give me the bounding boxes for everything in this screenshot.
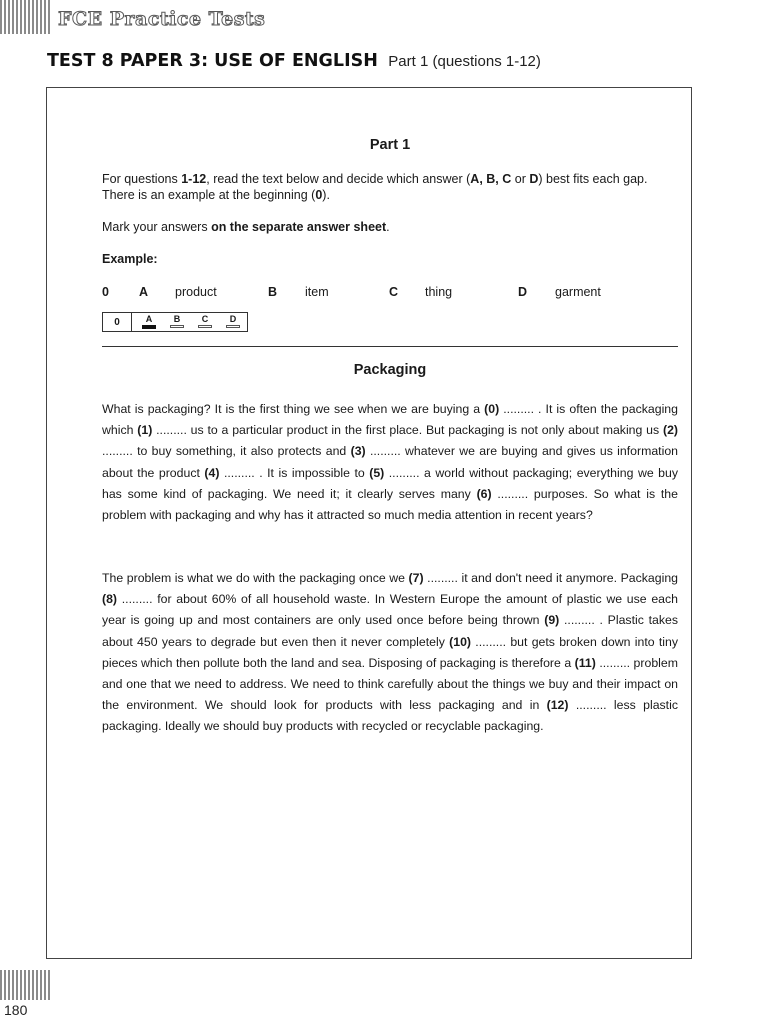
text-paragraph-2: The problem is what we do with the packaging once we (7) ......... it and don't need it anymore. Packaging (8) ......... for about 60% of all household waste. In Western Europe the amount of plastic we use each year is going up and most containers are only used once before being thrown (9) ......... . Plastic takes about 450 years to degrade but even then it never completely (10) ......... but gets broken down into tiny pieces which then pollute both the land and sea. Disposing of packaging is therefore a (11) ......... problem and one that we need to address. We need to think carefully about the things we buy and their impact on the environment. We should look for products with less packaging and in (12) ......... less plastic packaging. Ideally we should buy products with recycled or recyclable packaging. [102, 571, 679, 734]
test-title: TEST 8 PAPER 3: USE OF ENGLISH [47, 51, 378, 71]
page-number: 180 [4, 1002, 28, 1018]
answer-bubble-c [198, 325, 212, 328]
instruction-options: A, B, C [470, 172, 512, 186]
example-answer-box [102, 312, 248, 332]
instruction-text: ) best fits each gap. There is an example at the beginning ( [102, 172, 648, 202]
mark-instruction [102, 219, 678, 235]
example-option-c-word: thing [425, 285, 453, 299]
gap-number: (6) [476, 486, 492, 501]
instruction-text: ). [322, 188, 330, 202]
mark-emphasis: on the separate answer sheet [211, 220, 387, 234]
answer-letter-b: B [173, 314, 181, 324]
gap-number: (11) [574, 655, 596, 670]
part-info: Part 1 (questions 1-12) [388, 53, 541, 70]
gap-number: (10) [449, 634, 472, 649]
gap-number: (5) [369, 465, 385, 480]
series-title: FCE Practice Tests [58, 8, 266, 30]
text-title: Packaging [353, 362, 427, 378]
text-paragraph-1: What is packaging? It is the first thing we see when we are buying a (0) ......... . It is often the packaging which (1) ......... us to a particular product in the first place. But packaging is not only about making us (2) ......... to buy something, it also protects and (3) ......... whatever we are buying and gives us information about the product (4) ......... . It is impossible to (5) ......... a world without packaging; everything we buy has some kind of packaging. We need it; it clearly serves many (6) ......... purposes. So what is the problem with packaging and why has it attracted so much media attention in recent years? [102, 402, 679, 523]
example-option-b-word: item [305, 285, 329, 299]
example-option-b-letter: B [268, 285, 278, 299]
page-header [47, 51, 541, 71]
instruction-text: , read the text below and decide which answer ( [206, 172, 471, 186]
example-option-d-word: garment [555, 285, 601, 299]
instruction-text: or [511, 172, 530, 186]
gap-number: (4) [204, 465, 220, 480]
instruction-option-d: D [529, 172, 539, 186]
answer-letter-a: A [145, 314, 153, 324]
gap-number: (1) [137, 423, 153, 438]
gap-number: (12) [546, 698, 569, 713]
example-number: 0 [102, 285, 109, 299]
gap-number: (9) [544, 613, 560, 628]
answer-bubble-d [226, 325, 240, 328]
mark-text: Mark your answers [102, 220, 212, 234]
answer-bubble-b [170, 325, 184, 328]
instruction-range: 1-12 [181, 172, 207, 186]
instruction-text: For questions [102, 172, 182, 186]
section-divider [102, 346, 678, 347]
answer-box-number: 0 [103, 313, 132, 331]
example-option-c-letter: C [389, 285, 399, 299]
example-options [102, 284, 678, 302]
gap-number: (3) [350, 444, 366, 459]
example-label: Example: [102, 252, 158, 266]
gap-number: (2) [662, 423, 679, 438]
example-option-a-word: product [175, 285, 217, 299]
answer-bubble-a [142, 325, 156, 329]
decorative-stripes-bottom [0, 970, 50, 1000]
instructions [102, 171, 678, 203]
example-option-d-letter: D [518, 285, 528, 299]
decorative-stripes-top [0, 0, 50, 34]
gap-number: (7) [408, 571, 424, 585]
answer-letter-c: C [201, 314, 209, 324]
mark-text: . [386, 220, 390, 234]
instruction-example-number: 0 [315, 188, 323, 202]
answer-letter-d: D [229, 314, 237, 324]
gap-number: (8) [102, 592, 118, 607]
gap-number: (0) [484, 402, 500, 416]
part-heading: Part 1 [369, 137, 411, 153]
example-option-a-letter: A [139, 285, 149, 299]
